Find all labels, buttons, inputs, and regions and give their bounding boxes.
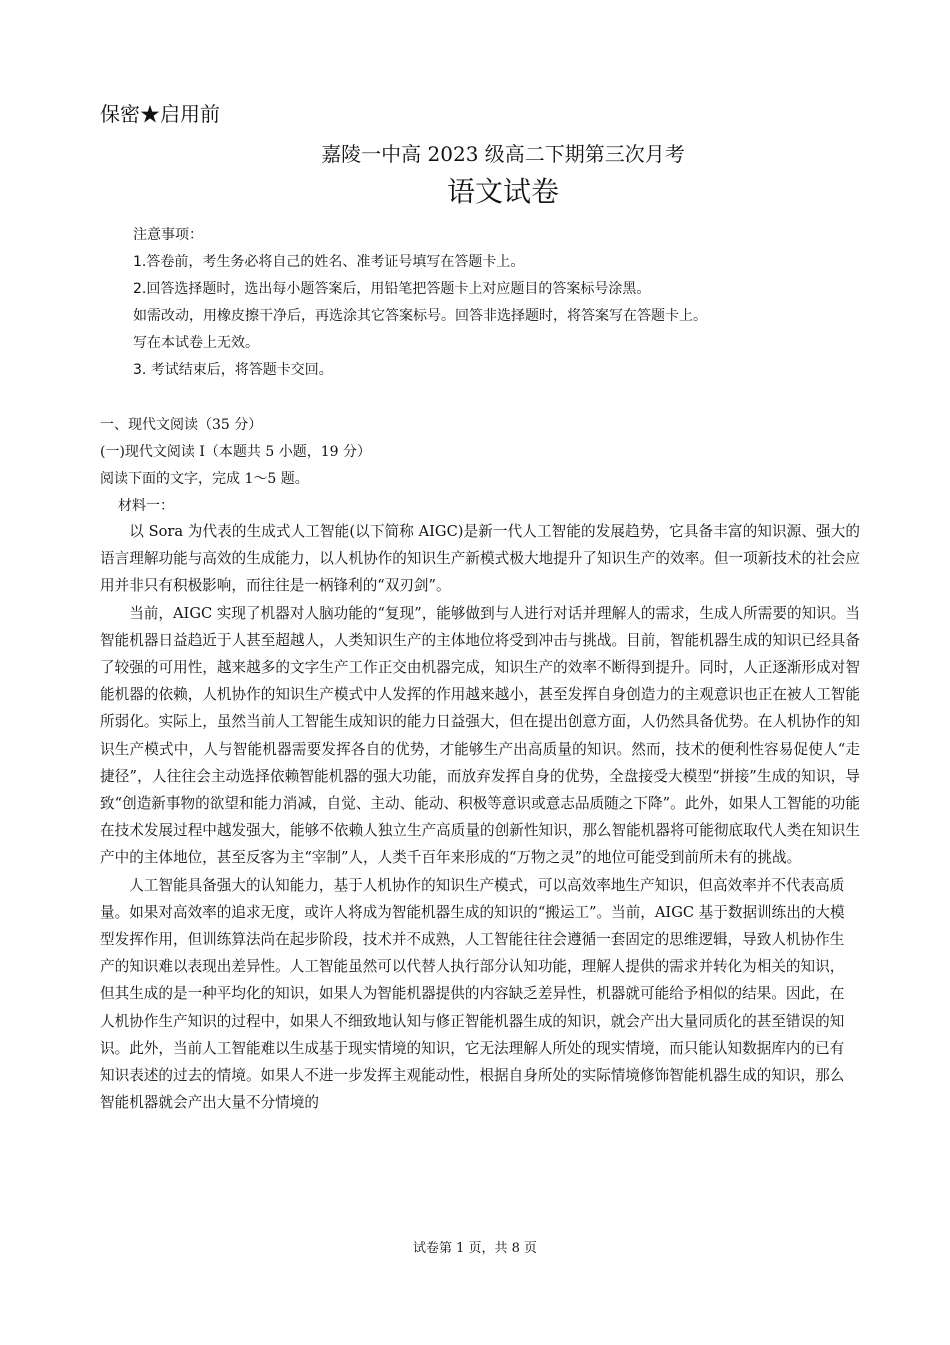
reading-passage xyxy=(100,518,860,1116)
sub-heading: (一)现代文阅读 I（本题共 5 小题，19 分） xyxy=(100,444,371,460)
passage-paragraph: 人工智能具备强大的认知能力，基于人机协作的知识生产模式，可以高效率地生产知识，但高效率并不代表高质量。如果对高效率的追求无度，或许人将成为智能机器生成的知识的“搬运工”。当前，AIGC 基于数据训练出的大模型发挥作用，但训练算法尚在起步阶段，技术并不成熟，人工智能往往会遵循一套固定的思维逻辑，导致人机协作生产的知识难以表现出差异性。人工智能虽然可以代替人执行部分认知功能，理解人提供的需求并转化为相关的知识，但其生成的是一种平均化的知识，如果人为智能机器提供的内容缺乏差异性，机器就可能给予相似的结果。因此，在人机协作生产知识的过程中，如果人不细致地认知与修正智能机器生成的知识，就会产出大量同质化的甚至错误的知识。此外，当前人工智能难以生成基于现实情境的知识，它无法理解人所处的现实情境，而只能认知数据库内的已有知识表述的过去的情境。如果人不进一步发挥主观能动性，根据自身所处的实际情境修饰智能机器生成的知识，那么智能机器就会产出大量不分情境的 xyxy=(100,876,845,1112)
exam-title: 嘉陵一中高 2023 级高二下期第三次月考 xyxy=(321,142,685,166)
notice-heading: 注意事项： xyxy=(133,227,203,243)
notice-item: 写在本试卷上无效。 xyxy=(133,335,259,351)
notice-item: 1.答卷前，考生务必将自己的姓名、准考证号填写在答题卡上。 xyxy=(133,254,525,270)
notice-block xyxy=(133,222,833,384)
notice-item: 3. 考试结束后，将答题卡交回。 xyxy=(133,362,333,378)
section-header xyxy=(100,412,860,520)
passage-paragraph: 当前，AIGC 实现了机器对人脑功能的“复现”，能够做到与人进行对话并理解人的需求，生成人所需要的知识。当智能机器日益趋近于人甚至超越人，人类知识生产的主体地位将受到冲击与挑战。目前，智能机器生成的知识已经具备了较强的可用性，越来越多的文字生产工作正交由机器完成，知识生产的效率不断得到提升。同时，人正逐渐形成对智能机器的依赖，人机协作的知识生产模式中人发挥的作用越来越小，甚至发挥自身创造力的主观意识也正在被人工智能所弱化。实际上，虽然当前人工智能生成知识的能力日益强大，但在提出创意方面，人仍然具备优势。在人机协作的知识生产模式中，人与智能机器需要发挥各自的优势，才能够生产出高质量的知识。然而，技术的便利性容易促使人“走捷径”，人往往会主动选择依赖智能机器的强大功能，而放弃发挥自身的优势，全盘接受大模型“拼接”生成的知识，导致“创造新事物的欲望和能力消减，自觉、主动、能动、积极等意识或意志品质随之下降”。此外，如果人工智能的功能在技术发展过程中越发强大，能够不依赖人独立生产高质量的创新性知识，那么智能机器将可能彻底取代人类在知识生产中的主体地位，甚至反客为主“宰制”人，人类千百年来形成的“万物之灵”的地位可能受到前所未有的挑战。 xyxy=(100,604,860,867)
confidential-mark: 保密★启用前 xyxy=(100,102,220,126)
notice-item: 如需改动，用橡皮擦干净后，再选涂其它答案标号。回答非选择题时，将答案写在答题卡上。 xyxy=(133,308,707,324)
material-label: 材料一： xyxy=(118,498,174,514)
passage-paragraph: 以 Sora 为代表的生成式人工智能(以下简称 AIGC)是新一代人工智能的发展趋势，它具备丰富的知识源、强大的语言理解功能与高效的生成能力，以人机协作的知识生产新模式极大地提升了知识生产的效率。但一项新技术的社会应用并非只有积极影响，而往往是一柄锋利的“双刃剑”。 xyxy=(100,523,860,595)
page-footer: 试卷第 1 页，共 8 页 xyxy=(412,1241,538,1256)
part-heading: 一、现代文阅读（35 分） xyxy=(100,417,263,433)
subject-title: 语文试卷 xyxy=(446,175,559,208)
reading-instruction: 阅读下面的文字，完成 1～5 题。 xyxy=(100,471,309,487)
notice-item: 2.回答选择题时，选出每小题答案后，用铅笔把答题卡上对应题目的答案标号涂黑。 xyxy=(133,281,651,297)
